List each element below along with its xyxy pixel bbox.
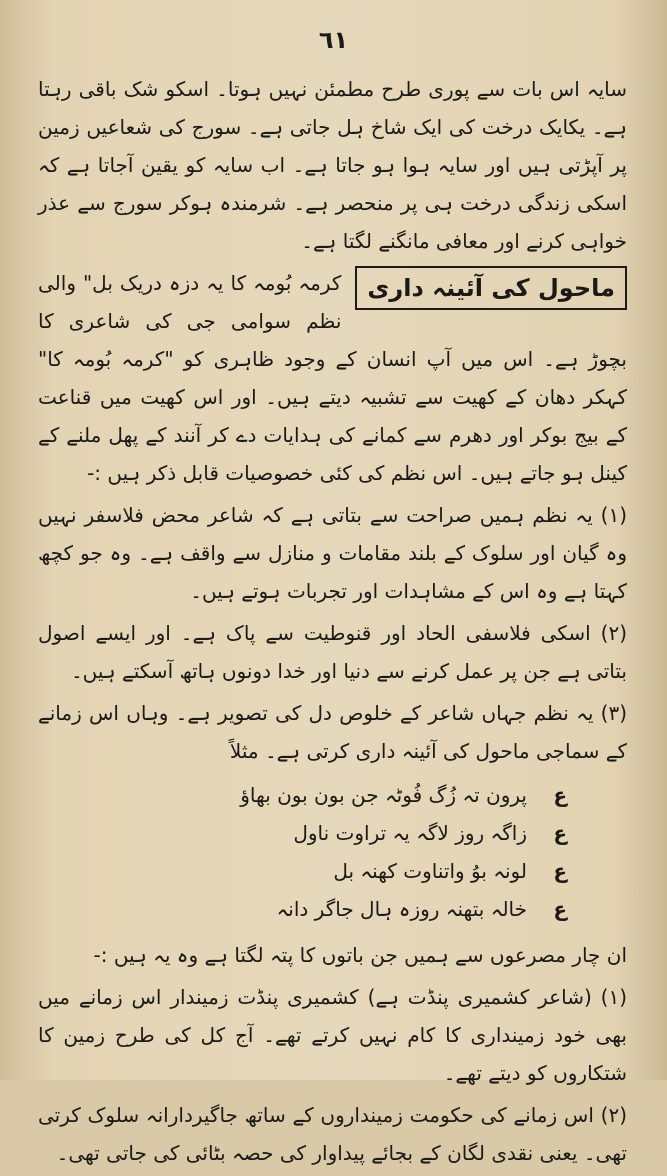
- paragraph-poem-intro: کرمہ بُومہ کا یہ دزہ دریک بل" والی نظم سوامی جی کی شاعری کا بچوڑ ہے۔ اس میں آپ انسان کے وجود ظاہری کو "کرمہ بُومہ کا" کہکر دھان کے کھیت سے تشبیہ دیتے ہیں۔ اور اس کھیت میں قناعت کے بیج بوکر اور دھرم سے کمانے کی ہدایات دے کر آنند کے پھل ملنے کے کینل ہو جاتے ہیں۔ اس نظم کی کئی خصوصیات قابل ذکر ہیں :-: [38, 271, 627, 485]
- list-item-b1: (۱) (شاعر کشمیری پنڈت ہے) کشمیری پنڈت زمیندار اس زمانے میں بھی خود زمینداری کا کام نہیں کرتے تھے۔ آج کل کی طرح زمین کا شتکاروں کو دیتے تھے۔: [38, 985, 627, 1085]
- verse-block: [38, 776, 627, 928]
- verse-text: لونہ بوُ واتناوت کھنہ بل: [333, 859, 527, 883]
- verse-line-2: [38, 814, 567, 852]
- page-text: [38, 70, 627, 1176]
- verse-mark: ع: [553, 897, 567, 921]
- list-item-2: (۲) اسکی فلاسفی الحاد اور قنوطیت سے پاک ہے۔ اور ایسے اصول بتاتی ہے جن پر عمل کرنے سے دنیا اور خدا دونوں ہاتھ آسکتے ہیں۔: [38, 621, 627, 683]
- verse-text: خالہ بتھنہ روزہ ہال جاگر دانہ: [276, 897, 527, 921]
- list-item-1: (۱) یہ نظم ہمیں صراحت سے بتاتی ہے کہ شاعر محض فلاسفر نہیں وہ گیان اور سلوک کے بلند مقامات و منازل سے واقف ہے۔ وہ جو کچھ کہتا ہے وہ اس کے مشاہدات اور تجربات ہوتے ہیں۔: [38, 503, 627, 603]
- verse-text: زاگہ روز لاگہ یہ تراوت ناول: [293, 821, 527, 845]
- verse-mark: ع: [553, 859, 567, 883]
- verse-line-4: [38, 890, 567, 928]
- section-heading: ماحول کی آئینہ داری: [355, 266, 627, 310]
- list-item-b2: (۲) اس زمانے کی حکومت زمینداروں کے ساتھ جاگیردارانہ سلوک کرتی تھی۔ یعنی نقدی لگان کے بجائے پیداوار کی حصہ بٹائی کی جاتی تھی۔: [38, 1103, 627, 1165]
- list-item-3: (۳) یہ نظم جہاں شاعر کے خلوص دل کی تصویر ہے۔ وہاں اس زمانے کے سماجی ماحول کی آئینہ داری کرتی ہے۔ مثلاً: [38, 701, 627, 763]
- section-environment: [38, 264, 627, 492]
- verse-mark: ع: [553, 783, 567, 807]
- verse-text: پرون تہ زُگ فُوٹہ جن بون بون بھاؤ: [240, 783, 527, 807]
- verse-mark: ع: [553, 821, 567, 845]
- paragraph-four-verses: ان چار مصرعوں سے ہمیں جن باتوں کا پتہ لگتا ہے وہ یہ ہیں :-: [93, 943, 627, 967]
- verse-line-3: [38, 852, 567, 890]
- verse-line-1: [38, 776, 567, 814]
- paragraph-shadow-story: سایہ اس بات سے پوری طرح مطمئن نہیں ہوتا۔ اسکو شک باقی رہتا ہے۔ یکایک درخت کی ایک شاخ ہل جاتی ہے۔ سورج کی شعاعیں زمین پر آپڑتی ہیں اور سایہ ہوا ہو جاتا ہے۔ اب سایہ کو یقین آجاتا ہے کہ اسکی زندگی درخت ہی پر منحصر ہے۔ شرمندہ ہوکر سورج سے عذر خواہی کرنے اور معافی مانگنے لگتا ہے۔: [38, 77, 627, 253]
- page-number: ٦١: [318, 26, 349, 54]
